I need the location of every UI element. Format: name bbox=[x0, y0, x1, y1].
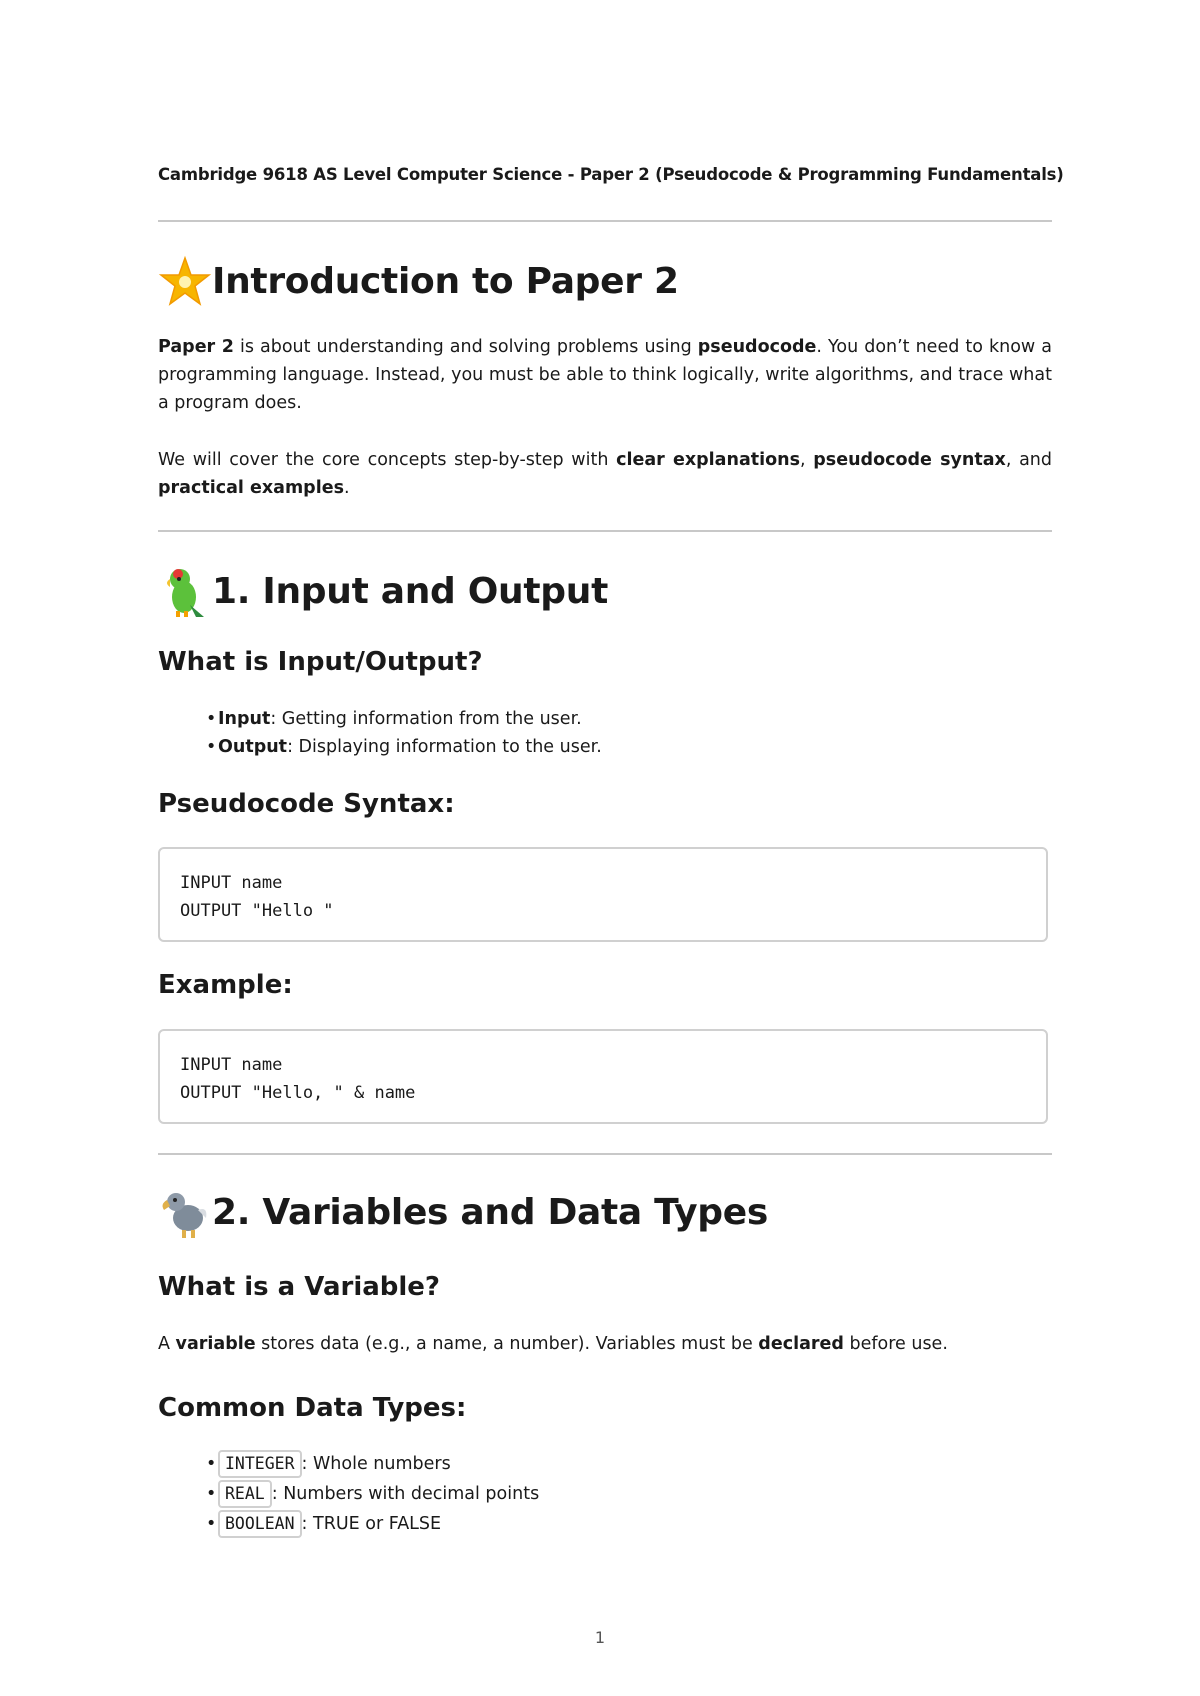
io-bullet-list bbox=[206, 705, 602, 761]
list-item: • BOOLEAN : TRUE or FALSE bbox=[206, 1509, 539, 1539]
intro-paragraph-1: Paper 2 is about understanding and solving problems using pseudocode. You don’t need to know a programming language. Instead, you must be able to think logically, write algorithms, and trace what a program does. bbox=[158, 337, 1052, 413]
section-2-heading: 2. Variables and Data Types bbox=[158, 1186, 768, 1240]
section-1-subheading-io: What is Input/Output? bbox=[158, 647, 483, 677]
list-item: • INTEGER : Whole numbers bbox=[206, 1449, 539, 1479]
code-line: OUTPUT "Hello, " & name bbox=[180, 1083, 416, 1103]
inline-code: BOOLEAN bbox=[218, 1510, 302, 1538]
divider bbox=[158, 220, 1052, 222]
list-item: • REAL : Numbers with decimal points bbox=[206, 1479, 539, 1509]
parrot-icon bbox=[158, 565, 212, 619]
document-header-title: Cambridge 9618 AS Level Computer Science - Paper 2 (Pseudocode & Programming Fundamentals) bbox=[158, 165, 1064, 184]
section-1-subheading-syntax: Pseudocode Syntax: bbox=[158, 789, 455, 819]
inline-code: REAL bbox=[218, 1480, 272, 1508]
star-icon bbox=[158, 255, 212, 309]
divider bbox=[158, 530, 1052, 532]
page-number: 1 bbox=[594, 1628, 606, 1647]
example-code-block bbox=[158, 1029, 1048, 1124]
intro-paragraph-2: We will cover the core concepts step-by-step with clear explanations, pseudocode syntax, and practical examples. bbox=[158, 450, 1052, 498]
variable-paragraph: A variable stores data (e.g., a name, a number). Variables must be declared before use. bbox=[158, 1334, 948, 1354]
syntax-code-block bbox=[158, 847, 1048, 942]
list-item: • Output: Displaying information to the user. bbox=[206, 733, 602, 761]
inline-code: INTEGER bbox=[218, 1450, 302, 1478]
code-line: OUTPUT "Hello " bbox=[180, 901, 334, 921]
divider bbox=[158, 1153, 1052, 1155]
list-item: • Input: Getting information from the user. bbox=[206, 705, 602, 733]
intro-heading: Introduction to Paper 2 bbox=[158, 255, 679, 309]
data-types-list bbox=[206, 1449, 539, 1539]
code-line: INPUT name bbox=[180, 1055, 283, 1075]
section-1-subheading-example: Example: bbox=[158, 970, 293, 1000]
section-1-heading: 1. Input and Output bbox=[158, 565, 608, 619]
section-2-subheading-types: Common Data Types: bbox=[158, 1393, 467, 1423]
code-line: INPUT name bbox=[180, 873, 283, 893]
section-2-subheading-variable: What is a Variable? bbox=[158, 1272, 441, 1302]
dodo-icon bbox=[158, 1186, 212, 1240]
